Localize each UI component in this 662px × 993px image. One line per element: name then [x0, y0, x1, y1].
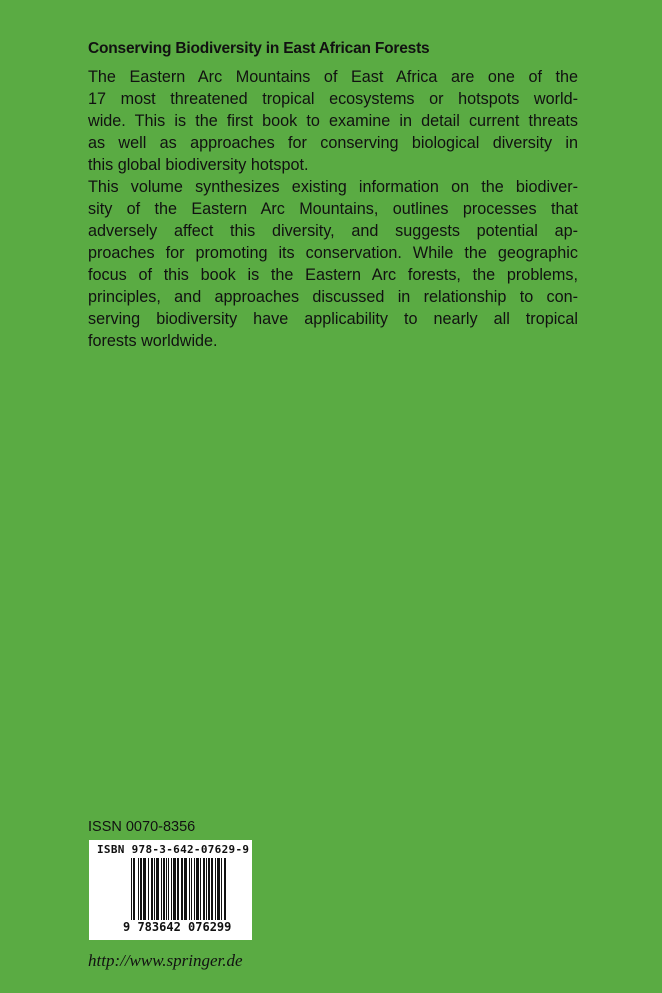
issn: ISSN 0070-8356 — [88, 819, 196, 835]
text-line: The Eastern Arc Mountains of East Africa are one of the — [88, 68, 578, 86]
text-line: 17 most threatened tropical ecosystems or hotspots world- — [88, 90, 578, 108]
book-title: Conserving Biodiversity in East African Forests — [88, 40, 430, 57]
text-line: as well as approaches for conserving biological diversity in — [88, 134, 578, 152]
text-line: principles, and approaches discussed in relationship to con- — [88, 288, 578, 306]
text-line: this global biodiversity hotspot. — [88, 156, 309, 174]
ean-number: 9 783642 076299 — [123, 920, 232, 934]
paragraph-2 — [88, 176, 578, 352]
barcode-icon — [131, 858, 227, 928]
text-line: proaches for promoting its conservation. While the geographic — [88, 244, 578, 262]
isbn-label: ISBN 978-3-642-07629-9 — [97, 843, 250, 856]
barcode-box — [89, 840, 252, 940]
text-line: wide. This is the first book to examine in detail current threats — [88, 112, 578, 130]
text-line: adversely affect this diversity, and suggests potential ap- — [88, 222, 578, 240]
text-line: forests worldwide. — [88, 332, 218, 350]
publisher-url: http://www.springer.de — [88, 951, 243, 970]
paragraph-1 — [88, 66, 578, 176]
text-line: focus of this book is the Eastern Arc forests, the problems, — [88, 266, 578, 284]
description — [88, 66, 578, 352]
text-line: sity of the Eastern Arc Mountains, outlines processes that — [88, 200, 578, 218]
text-line: This volume synthesizes existing information on the biodiver- — [88, 178, 578, 196]
text-line: serving biodiversity have applicability to nearly all tropical — [88, 310, 578, 328]
